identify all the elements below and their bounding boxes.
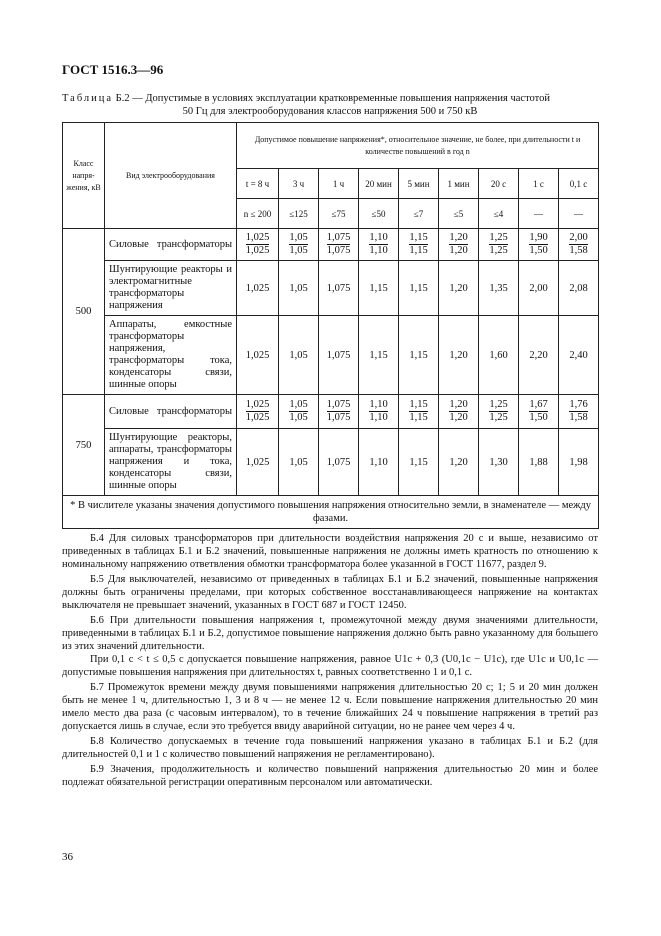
value-cell: 1,05 [279, 261, 319, 316]
equipment-type-cell: Шунтирующие реакторы, аппараты, трансформаторы напряжения и тока, конденсаторы связи, шинные опоры [105, 429, 237, 496]
phase-to-ground-value: 1,075 [326, 399, 351, 410]
duration-cell: 20 мин [359, 169, 399, 199]
phase-to-phase-value: 1,05 [289, 412, 308, 423]
count-cell: ≤50 [359, 199, 399, 229]
caption-label: Таблица [62, 93, 114, 104]
value-cell: 1,075 [319, 316, 359, 395]
value-cell: 1,88 [519, 429, 559, 496]
fraction [327, 399, 351, 424]
duration-cell: 1 мин [439, 169, 479, 199]
value-cell [559, 229, 599, 261]
value-cell: 2,00 [519, 261, 559, 316]
page-number: 36 [62, 851, 73, 863]
fraction [449, 399, 467, 424]
phase-to-ground-value: 1,10 [369, 399, 388, 410]
paragraph: Б.4 Для силовых трансформаторов при длительности воздействия напряжения 20 с и выше, независимо от приведенных в таблицах Б.1 и Б.2 значений, повышенные напряжения не должны иметь кратность по отношению к номинальному напряжению ответвления обмотки трансформатора более указанной в ГОСТ 11677, раздел 9. [62, 533, 598, 570]
phase-to-phase-value: 1,05 [289, 245, 308, 256]
value-cell: 1,15 [359, 316, 399, 395]
value-cell [439, 229, 479, 261]
value-cell: 1,15 [359, 261, 399, 316]
value-cell: 1,025 [237, 316, 279, 395]
duration-cell: 20 с [479, 169, 519, 199]
phase-to-ground-value: 1,025 [245, 232, 270, 243]
phase-to-phase-value: 1,50 [529, 245, 548, 256]
value-cell [439, 395, 479, 429]
value-cell [319, 229, 359, 261]
phase-to-phase-value: 1,075 [326, 245, 351, 256]
value-cell [279, 229, 319, 261]
phase-to-ground-value: 1,15 [409, 399, 428, 410]
count-cell: ≤7 [399, 199, 439, 229]
phase-to-ground-value: 1,90 [529, 232, 548, 243]
duration-cell: 3 ч [279, 169, 319, 199]
phase-to-phase-value: 1,025 [245, 245, 270, 256]
phase-to-phase-value: 1,10 [369, 245, 388, 256]
phase-to-phase-value: 1,15 [409, 245, 428, 256]
phase-to-phase-value: 1,10 [369, 412, 388, 423]
phase-to-ground-value: 1,76 [569, 399, 588, 410]
fraction [369, 399, 387, 424]
value-cell: 1,025 [237, 429, 279, 496]
paragraph: Б.8 Количество допускаемых в течение года повышений напряжения указано в таблицах Б.1 и Б.2 (для длительностей 0,1 и 1 с количество повышений напряжения не регламентировано). [62, 736, 598, 760]
value-cell: 1,15 [399, 261, 439, 316]
value-cell: 1,075 [319, 261, 359, 316]
phase-to-phase-value: 1,50 [529, 412, 548, 423]
value-cell: 1,05 [279, 429, 319, 496]
fraction [246, 232, 270, 257]
phase-to-ground-value: 1,05 [289, 399, 308, 410]
value-cell: 1,20 [439, 429, 479, 496]
value-cell: 1,10 [359, 429, 399, 496]
table-row [63, 229, 599, 261]
fraction [569, 399, 587, 424]
count-cell: — [559, 199, 599, 229]
table-footnote: * В числителе указаны значения допустимого повышения напряжения относительно земли, в знаменателе — между фазами. [63, 496, 599, 529]
fraction [489, 232, 507, 257]
phase-to-ground-value: 1,075 [326, 232, 351, 243]
fraction [529, 399, 547, 424]
value-cell: 1,025 [237, 261, 279, 316]
duration-cell: t = 8 ч [237, 169, 279, 199]
count-cell: ≤75 [319, 199, 359, 229]
paragraph: Б.9 Значения, продолжительность и количество повышений напряжения длительностью 20 мин и более подлежат обязательной регистрации оперативным персоналом или автоматически. [62, 764, 598, 788]
table-row [63, 395, 599, 429]
phase-to-ground-value: 1,05 [289, 232, 308, 243]
table-row [63, 429, 599, 496]
phase-to-ground-value: 1,15 [409, 232, 428, 243]
phase-to-phase-value: 1,58 [569, 412, 588, 423]
table-row [63, 316, 599, 395]
equipment-type-cell: Аппараты, емкостные трансформаторы напряжения, трансформаторы тока, конденсаторы связи, шинные опоры [105, 316, 237, 395]
duration-cell: 1 ч [319, 169, 359, 199]
phase-to-phase-value: 1,075 [326, 412, 351, 423]
phase-to-ground-value: 1,20 [449, 399, 468, 410]
paragraph: При 0,1 с < t ≤ 0,5 с допускается повышение напряжения, равное U1c + 0,3 (U0,1c − U1c), где U1c и U0,1c — допустимые повышения напряжения при длительностях t, равных соответственно 1 и 0,1 с. [62, 654, 598, 678]
value-cell [519, 229, 559, 261]
count-cell: ≤5 [439, 199, 479, 229]
value-cell: 1,15 [399, 316, 439, 395]
phase-to-phase-value: 1,15 [409, 412, 428, 423]
value-cell [479, 395, 519, 429]
paragraph: Б.5 Для выключателей, независимо от приведенных в таблицах Б.1 и Б.2 значений, повышенные напряжения должны быть ограничены пределами, при которых собственное восстанавливающееся напряжение на контактах выключателя не превышает значений, указанных в ГОСТ 687 и ГОСТ 12450. [62, 574, 598, 611]
body-text [62, 532, 598, 789]
value-cell: 1,20 [439, 261, 479, 316]
value-cell [319, 395, 359, 429]
fraction [246, 399, 270, 424]
value-cell [519, 395, 559, 429]
phase-to-phase-value: 1,20 [449, 412, 468, 423]
phase-to-phase-value: 1,025 [245, 412, 270, 423]
value-cell: 1,05 [279, 316, 319, 395]
fraction [409, 232, 427, 257]
value-cell: 1,20 [439, 316, 479, 395]
header-class: Класс напря-жения, кВ [63, 123, 105, 229]
phase-to-ground-value: 1,025 [245, 399, 270, 410]
value-cell [399, 229, 439, 261]
voltage-table [62, 122, 599, 529]
equipment-type-cell: Силовые трансформаторы [105, 395, 237, 429]
fraction [409, 399, 427, 424]
count-cell: n ≤ 200 [237, 199, 279, 229]
duration-cell: 1 с [519, 169, 559, 199]
table-row [63, 261, 599, 316]
value-cell: 2,20 [519, 316, 559, 395]
phase-to-phase-value: 1,20 [449, 245, 468, 256]
phase-to-ground-value: 1,67 [529, 399, 548, 410]
value-cell: 2,40 [559, 316, 599, 395]
phase-to-ground-value: 2,00 [569, 232, 588, 243]
header-type: Вид электрооборудования [105, 123, 237, 229]
fraction [289, 399, 307, 424]
document-header: ГОСТ 1516.3—96 [62, 62, 164, 77]
phase-to-phase-value: 1,58 [569, 245, 588, 256]
value-cell [279, 395, 319, 429]
equipment-type-cell: Шунтирующие реакторы и электромагнитные трансформаторы напряжения [105, 261, 237, 316]
duration-cell: 5 мин [399, 169, 439, 199]
fraction [289, 232, 307, 257]
fraction [327, 232, 351, 257]
value-cell [359, 229, 399, 261]
phase-to-ground-value: 1,25 [489, 232, 508, 243]
voltage-class-cell: 500 [63, 229, 105, 395]
value-cell: 1,60 [479, 316, 519, 395]
count-cell: — [519, 199, 559, 229]
table-caption [62, 92, 598, 118]
value-cell: 1,075 [319, 429, 359, 496]
duration-cell: 0,1 с [559, 169, 599, 199]
phase-to-ground-value: 1,20 [449, 232, 468, 243]
header-group: Допустимое повышение напряжения*, относительное значение, не более, при длительности t и количестве повышений в год n [237, 123, 599, 169]
value-cell [399, 395, 439, 429]
count-cell: ≤125 [279, 199, 319, 229]
value-cell [359, 395, 399, 429]
voltage-class-cell: 750 [63, 395, 105, 496]
value-cell [237, 229, 279, 261]
fraction [529, 232, 547, 257]
phase-to-ground-value: 1,10 [369, 232, 388, 243]
value-cell: 1,15 [399, 429, 439, 496]
fraction [369, 232, 387, 257]
phase-to-ground-value: 1,25 [489, 399, 508, 410]
caption-line2: 50 Гц для электрооборудования классов напряжения 500 и 750 кВ [182, 106, 478, 117]
fraction [569, 232, 587, 257]
phase-to-phase-value: 1,25 [489, 412, 508, 423]
caption-line1: Б.2 — Допустимые в условиях эксплуатации кратковременные повышения напряжения частотой [113, 93, 550, 104]
value-cell: 1,98 [559, 429, 599, 496]
value-cell [559, 395, 599, 429]
value-cell: 1,35 [479, 261, 519, 316]
value-cell [237, 395, 279, 429]
value-cell [479, 229, 519, 261]
paragraph: Б.7 Промежуток времени между двумя повышениями напряжения длительностью 20 с; 1; 5 и 20 мин должен быть не менее 1 ч, длительностью 1, 3 и 8 ч — не менее 12 ч. Если повышение напряжения длительностью 20 мин имело место два раза (с часовым интервалом), то в течение ближайших 24 ч повышение напряжения в третий раз допускается лишь в случае, если это требуется ввиду аварийной ситуации, но не ранее чем через 4 ч. [62, 682, 598, 732]
equipment-type-cell: Силовые трансформаторы [105, 229, 237, 261]
fraction [489, 399, 507, 424]
value-cell: 2,08 [559, 261, 599, 316]
count-cell: ≤4 [479, 199, 519, 229]
paragraph: Б.6 При длительности повышения напряжения t, промежуточной между двумя значениями длительности, приведенными в таблицах Б.1 и Б.2, допустимое повышение напряжения должно быть равно указанному для большего из этих значений длительности. [62, 615, 598, 652]
fraction [449, 232, 467, 257]
phase-to-phase-value: 1,25 [489, 245, 508, 256]
value-cell: 1,30 [479, 429, 519, 496]
